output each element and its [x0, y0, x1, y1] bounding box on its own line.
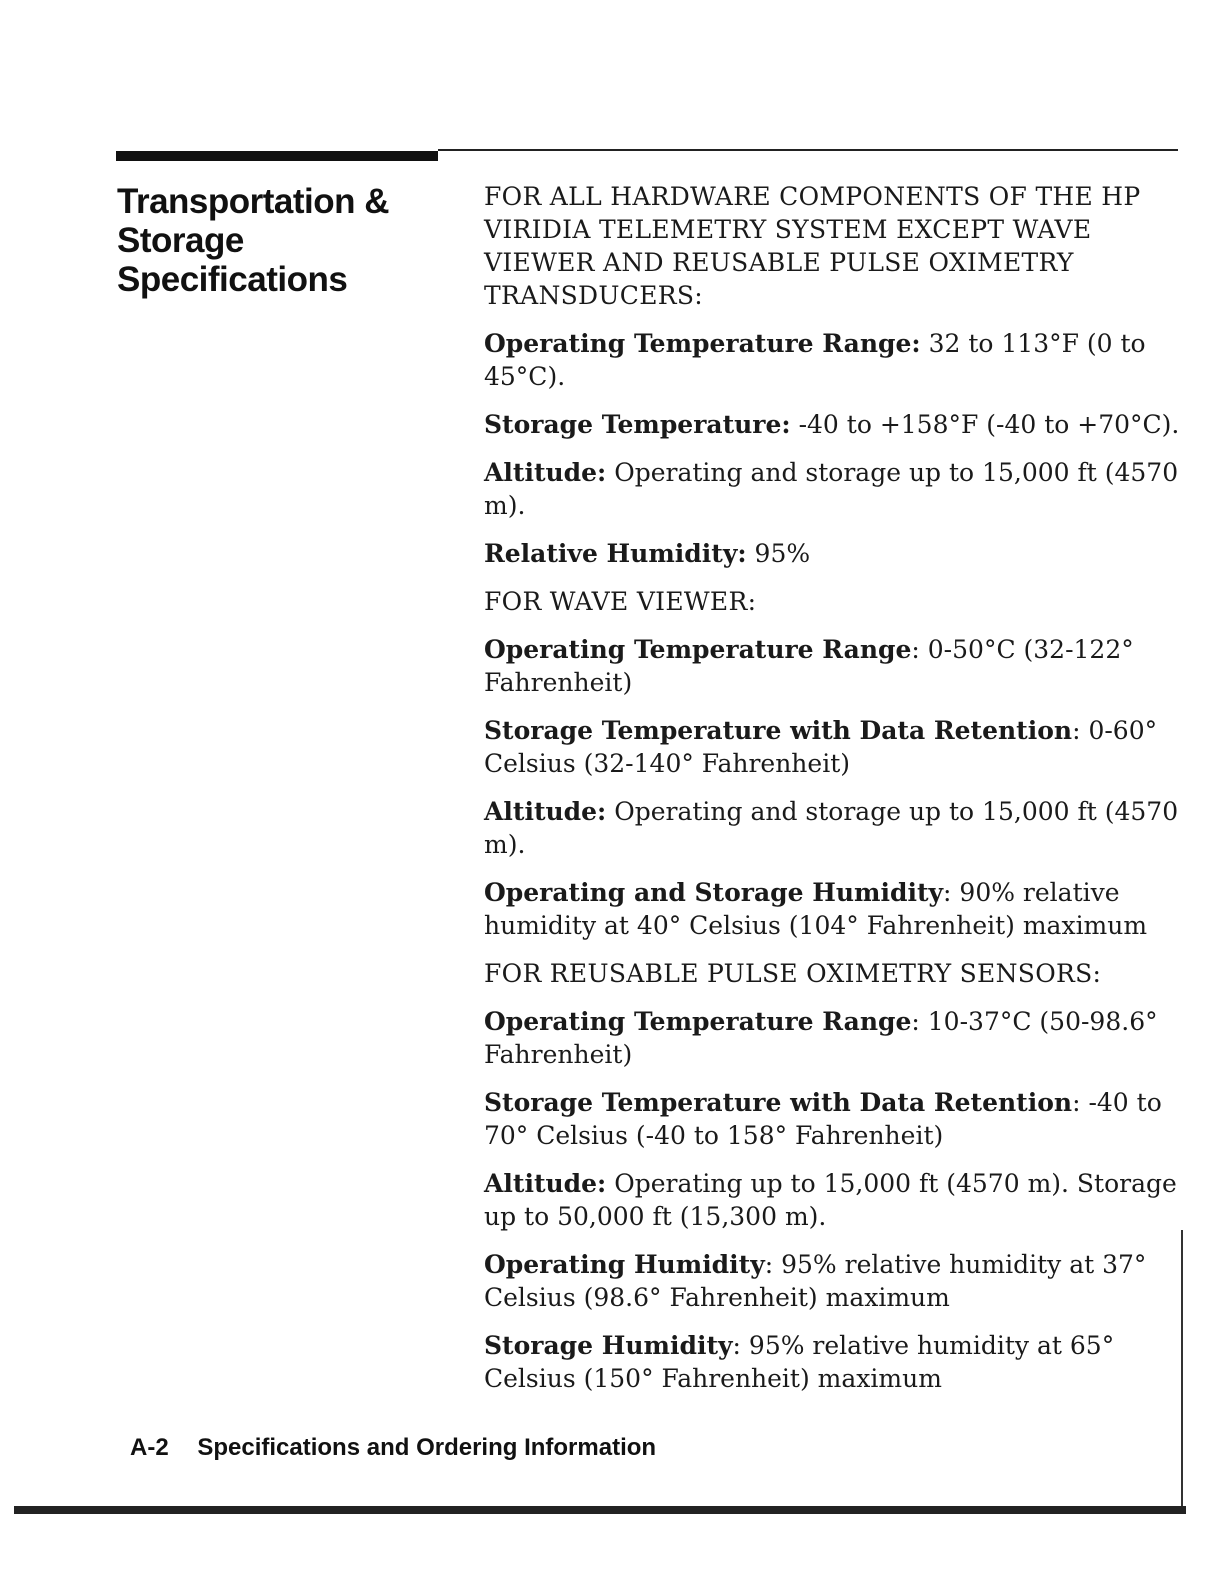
spec-general-operating-temp: [484, 327, 1184, 393]
spec-label: Altitude:: [484, 797, 607, 826]
spec-wave-altitude: [484, 795, 1184, 861]
top-rule-thick: [116, 151, 438, 161]
spec-wave-storage-temp: [484, 714, 1184, 780]
spec-general-storage-temp: [484, 408, 1184, 441]
spec-general-humidity: [484, 537, 1184, 570]
sensors-heading: FOR REUSABLE PULSE OXIMETRY SENSORS:: [484, 959, 1102, 988]
spec-content: [484, 180, 1184, 1410]
spec-label: Operating Humidity: [484, 1250, 765, 1279]
spec-value: : 95% relative humidity at 65° Celsius (150° Fahrenheit) maximum: [484, 1331, 1115, 1393]
spec-label: Relative Humidity:: [484, 539, 747, 568]
page-footer: [130, 1434, 656, 1462]
page-number: A-2: [130, 1434, 169, 1461]
spec-value: 95%: [754, 539, 811, 568]
section-title-line-2: Storage: [117, 221, 244, 260]
spec-sensor-operating-temp: [484, 1005, 1184, 1071]
spec-wave-humidity: [484, 876, 1184, 942]
section-title-line-1: Transportation &: [117, 182, 390, 221]
spec-general-altitude: [484, 456, 1184, 522]
spec-label: Operating Temperature Range: [484, 635, 912, 664]
spec-label: Storage Temperature:: [484, 410, 791, 439]
section-title-line-3: Specifications: [117, 260, 348, 299]
spec-label: Operating Temperature Range: [484, 1007, 912, 1036]
spec-label: Altitude:: [484, 1169, 607, 1198]
spec-label: Altitude:: [484, 458, 607, 487]
intro-heading: FOR ALL HARDWARE COMPONENTS OF THE HP VIRIDIA TELEMETRY SYSTEM EXCEPT WAVE VIEWER AND REUSABLE PULSE OXIMETRY TRANSDUCERS:: [484, 182, 1141, 310]
spec-value: Operating and storage up to 15,000 ft (4570 m).: [484, 797, 1179, 859]
spec-value: : 0-50°C (32-122° Fahrenheit): [484, 635, 1134, 697]
bottom-rule: [14, 1506, 1186, 1514]
spec-sensor-storage-humidity: [484, 1329, 1184, 1395]
spec-value: : 0-60° Celsius (32-140° Fahrenheit): [484, 716, 1158, 778]
spec-value: : 95% relative humidity at 37° Celsius (98.6° Fahrenheit) maximum: [484, 1250, 1147, 1312]
wave-viewer-heading: FOR WAVE VIEWER:: [484, 587, 757, 616]
top-rule-thin: [438, 149, 1178, 151]
spec-value: : 10-37°C (50-98.6° Fahrenheit): [484, 1007, 1158, 1069]
spec-value: 32 to 113°F (0 to 45°C).: [484, 329, 1146, 391]
spec-label: Operating Temperature Range:: [484, 329, 921, 358]
spec-value: : -40 to 70° Celsius (-40 to 158° Fahrenheit): [484, 1088, 1162, 1150]
spec-label: Storage Temperature with Data Retention: [484, 716, 1073, 745]
section-title: [117, 182, 437, 299]
spec-sensor-operating-humidity: [484, 1248, 1184, 1314]
chapter-title: Specifications and Ordering Information: [197, 1434, 657, 1461]
right-edge-rule: [1181, 1230, 1183, 1510]
spec-sensor-storage-temp: [484, 1086, 1184, 1152]
spec-value: -40 to +158°F (-40 to +70°C).: [798, 410, 1180, 439]
spec-label: Storage Temperature with Data Retention: [484, 1088, 1073, 1117]
spec-sensor-altitude: [484, 1167, 1184, 1233]
spec-value: Operating and storage up to 15,000 ft (4570 m).: [484, 458, 1179, 520]
spec-value: : 90% relative humidity at 40° Celsius (104° Fahrenheit) maximum: [484, 878, 1148, 940]
spec-wave-operating-temp: [484, 633, 1184, 699]
spec-value: Operating up to 15,000 ft (4570 m). Storage up to 50,000 ft (15,300 m).: [484, 1169, 1177, 1231]
spec-label: Storage Humidity: [484, 1331, 733, 1360]
spec-label: Operating and Storage Humidity: [484, 878, 944, 907]
